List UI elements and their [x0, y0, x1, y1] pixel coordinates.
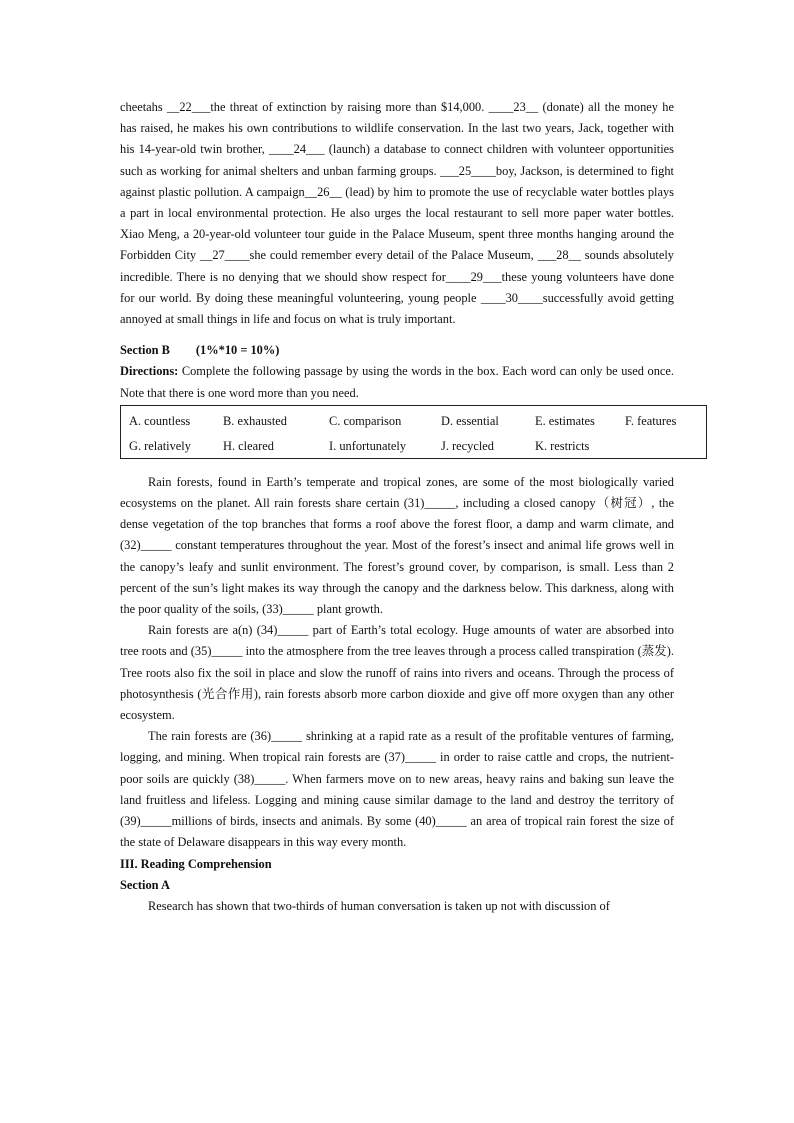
word-box-row: [121, 405, 707, 433]
word-option: H. cleared: [223, 438, 274, 453]
word-option: C. comparison: [329, 413, 402, 428]
passage-b-paragraph-3: The rain forests are (36)_____ shrinking at a rapid rate as a result of the profitable ventures of farming, logging, and mining. When tropical rain forests are (37)_____ in order to raise cattle and crops, the nutrient-poor soils are quickly (38)_____. When farmers move on to new areas, heavy rains and baking sun leave the land fruitless and lifeless. Logging and mining cause similar damage to the land and destroy the territory of (39)_____millions of birds, insects and animals. By some (40)_____ an area of tropical rain forest the size of the state of Delaware disappears in this way every month.: [120, 729, 674, 850]
document-page: [120, 97, 677, 917]
section-b-heading: [120, 340, 674, 361]
word-option: B. exhausted: [223, 413, 288, 428]
word-option: E. estimates: [535, 413, 595, 428]
word-option: [617, 433, 707, 459]
word-option: D. essential: [441, 413, 499, 428]
section-b-title: Section B: [120, 343, 170, 358]
word-option: F. features: [625, 413, 677, 428]
passage-b-paragraph-1: Rain forests, found in Earth’s temperate and tropical zones, are some of the most biologically varied ecosystems on the planet. All rain forests share certain (31)_____, including a closed canopy（树冠）, the dense vegetation of the top branches that forms a roof above the forest floor, a damp and warm climate, and (32)_____ constant temperatures throughout the year. Most of the forest’s insect and animal life grows well in the canopy’s leafy and sunlit environment. The forest’s ground cover, by comparison, is small. Less than 2 percent of the sun’s light makes its way through the canopy and the darkness below. This darkness, along with the poor quality of the soils, (33)_____ plant growth.: [120, 474, 674, 617]
passage-a-end: cheetahs __22___the threat of extinction by raising more than $14,000. ____23__ (donate) all the money he has raised, he makes his own contributions to wildlife conservation. In the last two years, Jack, together with his 14-year-old twin brother, ____24___ (launch) a database to connect children with volunteer opportunities such as working for animal shelters and unban farming groups. ___25____boy, Jackson, is determined to fight against plastic pollution. A campaign__26__ (lead) by him to promote the use of recyclable water bottles plays a part in local environmental protection. He also urges the local restaurant to sell more paper water bottles. Xiao Meng, a 20-year-old volunteer tour guide in the Palace Museum, spent three months hanging around the Forbidden City __27____she could remember every detail of the Palace Museum, ___28__ sounds absolutely incredible. There is no denying that we should show respect for____29___these young volunteers have done for our world. By doing these meaningful volunteering, young people ____30____successfully avoid getting annoyed at small things in life and focus on what is truly important.: [120, 100, 674, 327]
word-option: K. restricts: [535, 438, 590, 453]
section-b-directions: [120, 361, 674, 403]
word-option: J. recycled: [441, 438, 494, 453]
passage-b-paragraph-2: Rain forests are a(n) (34)_____ part of Earth’s total ecology. Huge amounts of water are absorbed into tree roots and (35)_____ into the atmosphere from the tree leaves through a process called transpiration (蒸发). Tree roots also fix the soil in place and slow the runoff of rains into rivers and oceans. Through the process of photosynthesis (光合作用), rain forests absorb more carbon dioxide and give off more oxygen than any other ecosystem.: [120, 623, 674, 723]
directions-label: Directions:: [120, 364, 179, 379]
word-box-row: [121, 433, 707, 459]
section-a-title: Section A: [120, 877, 170, 892]
section-b-score: (1%*10 = 10%): [195, 343, 280, 358]
word-option: I. unfortunately: [329, 438, 407, 453]
word-option: G. relatively: [129, 438, 191, 453]
directions-text: Complete the following passage by using the words in the box. Each word can only be used once. Note that there is one word more than you need.: [120, 364, 674, 400]
section-iii-title: III. Reading Comprehension: [120, 856, 272, 871]
section-a-first-line: Research has shown that two-thirds of human conversation is taken up not with discussion of: [148, 898, 610, 913]
word-box: [120, 405, 707, 459]
word-option: A. countless: [129, 413, 191, 428]
